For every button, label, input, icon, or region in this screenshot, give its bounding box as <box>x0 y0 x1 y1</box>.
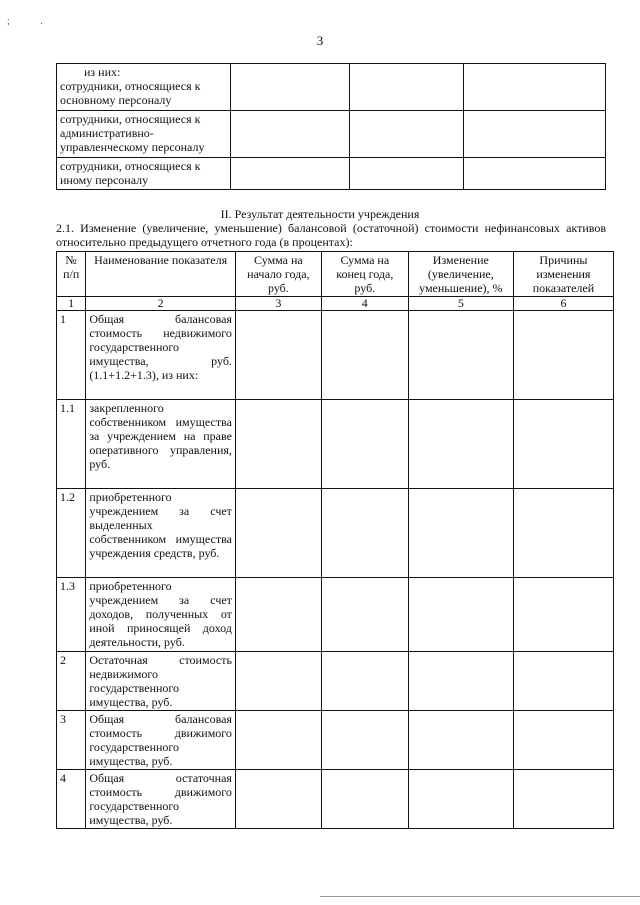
header-cell: № п/п <box>57 252 86 297</box>
table-cell <box>231 111 350 158</box>
table-cell <box>408 578 513 652</box>
row-name: Общая остаточная стоимость движимого государственного имущества, руб. <box>86 770 236 829</box>
table-cell <box>235 652 321 711</box>
header-cell: Сумма на конец года, руб. <box>321 252 408 297</box>
row-name: Общая балансовая стоимость движимого государственного имущества, руб. <box>86 711 236 770</box>
table-cell <box>408 711 513 770</box>
section-intro: 2.1. Изменение (увеличение, уменьшение) балансовой (остаточной) стоимости нефинансовых активов относительно предыдущего отчетного года (в процентах): <box>56 221 606 249</box>
section-title: II. Результат деятельности учреждения <box>220 207 420 221</box>
table-cell <box>321 578 408 652</box>
row-prefix: из них: <box>84 65 121 79</box>
table-header-row <box>57 252 614 297</box>
table-cell <box>231 158 350 190</box>
header-cell: Наименование показателя <box>86 252 236 297</box>
table-cell <box>321 311 408 400</box>
table-row <box>57 311 614 400</box>
row-label: сотрудники, относящиеся к основному персоналу <box>60 79 201 107</box>
scan-edge-line <box>320 896 640 897</box>
row-number: 4 <box>57 770 86 829</box>
table-cell <box>321 400 408 489</box>
row-number: 3 <box>57 711 86 770</box>
assets-table <box>56 251 614 829</box>
row-name: приобретенного учреждением за счет доходов, полученных от иной приносящей доход деятельности, руб. <box>86 578 236 652</box>
row-name: Остаточная стоимость недвижимого государственного имущества, руб. <box>86 652 236 711</box>
table-cell <box>464 64 606 111</box>
table-cell <box>350 158 464 190</box>
table-cell <box>408 489 513 578</box>
table-cell <box>513 770 613 829</box>
staff-table <box>56 63 606 190</box>
table-row <box>57 578 614 652</box>
table-cell <box>464 158 606 190</box>
table-cell <box>350 64 464 111</box>
header-cell: Изменение (увеличение, уменьшение), % <box>408 252 513 297</box>
table-cell <box>408 652 513 711</box>
table-row <box>57 64 606 111</box>
table-cell <box>513 652 613 711</box>
row-label: сотрудники, относящиеся к административно-управленческому персоналу <box>60 112 205 154</box>
table-cell <box>235 400 321 489</box>
table-cell <box>57 64 231 111</box>
table-cell <box>513 400 613 489</box>
table-cell <box>408 400 513 489</box>
table-cell <box>464 111 606 158</box>
table-cell <box>350 111 464 158</box>
table-cell <box>513 311 613 400</box>
table-cell <box>57 111 231 158</box>
column-number: 2 <box>86 297 236 311</box>
table-cell <box>408 770 513 829</box>
table-row <box>57 400 614 489</box>
table-row <box>57 652 614 711</box>
row-number: 2 <box>57 652 86 711</box>
table-cell <box>321 489 408 578</box>
row-name: закрепленного собственником имущества за учреждением на праве оперативного управления, руб. <box>86 400 236 489</box>
corner-marks: ; . <box>7 16 57 27</box>
table-row <box>57 111 606 158</box>
table-cell <box>235 711 321 770</box>
table-cell <box>321 652 408 711</box>
table-row <box>57 711 614 770</box>
row-number: 1 <box>57 311 86 400</box>
table-cell <box>235 489 321 578</box>
table-cell <box>408 311 513 400</box>
table-row <box>57 489 614 578</box>
row-name: Общая балансовая стоимость недвижимого государственного имущества, руб.(1.1+1.2+1.3), из них: <box>86 311 236 400</box>
table-row <box>57 158 606 190</box>
column-number: 5 <box>408 297 513 311</box>
table-cell <box>513 489 613 578</box>
column-number: 1 <box>57 297 86 311</box>
row-name: приобретенного учреждением за счет выделенных собственником имущества учреждения средств, руб. <box>86 489 236 578</box>
row-number: 1.1 <box>57 400 86 489</box>
column-number: 3 <box>235 297 321 311</box>
table-cell <box>235 311 321 400</box>
table-cell <box>321 770 408 829</box>
table-cell <box>321 711 408 770</box>
table-row <box>57 770 614 829</box>
table-cell <box>235 578 321 652</box>
column-number: 6 <box>513 297 613 311</box>
table-cell <box>235 770 321 829</box>
table-cell <box>57 158 231 190</box>
column-number-row <box>57 297 614 311</box>
table-cell <box>513 578 613 652</box>
header-cell: Сумма на начало года, руб. <box>235 252 321 297</box>
header-cell: Причины изменения показателей <box>513 252 613 297</box>
row-number: 1.2 <box>57 489 86 578</box>
row-label: сотрудники, относящиеся к иному персоналу <box>60 159 201 187</box>
table-cell <box>513 711 613 770</box>
row-number: 1.3 <box>57 578 86 652</box>
column-number: 4 <box>321 297 408 311</box>
table-cell <box>231 64 350 111</box>
page-number: 3 <box>316 33 324 48</box>
